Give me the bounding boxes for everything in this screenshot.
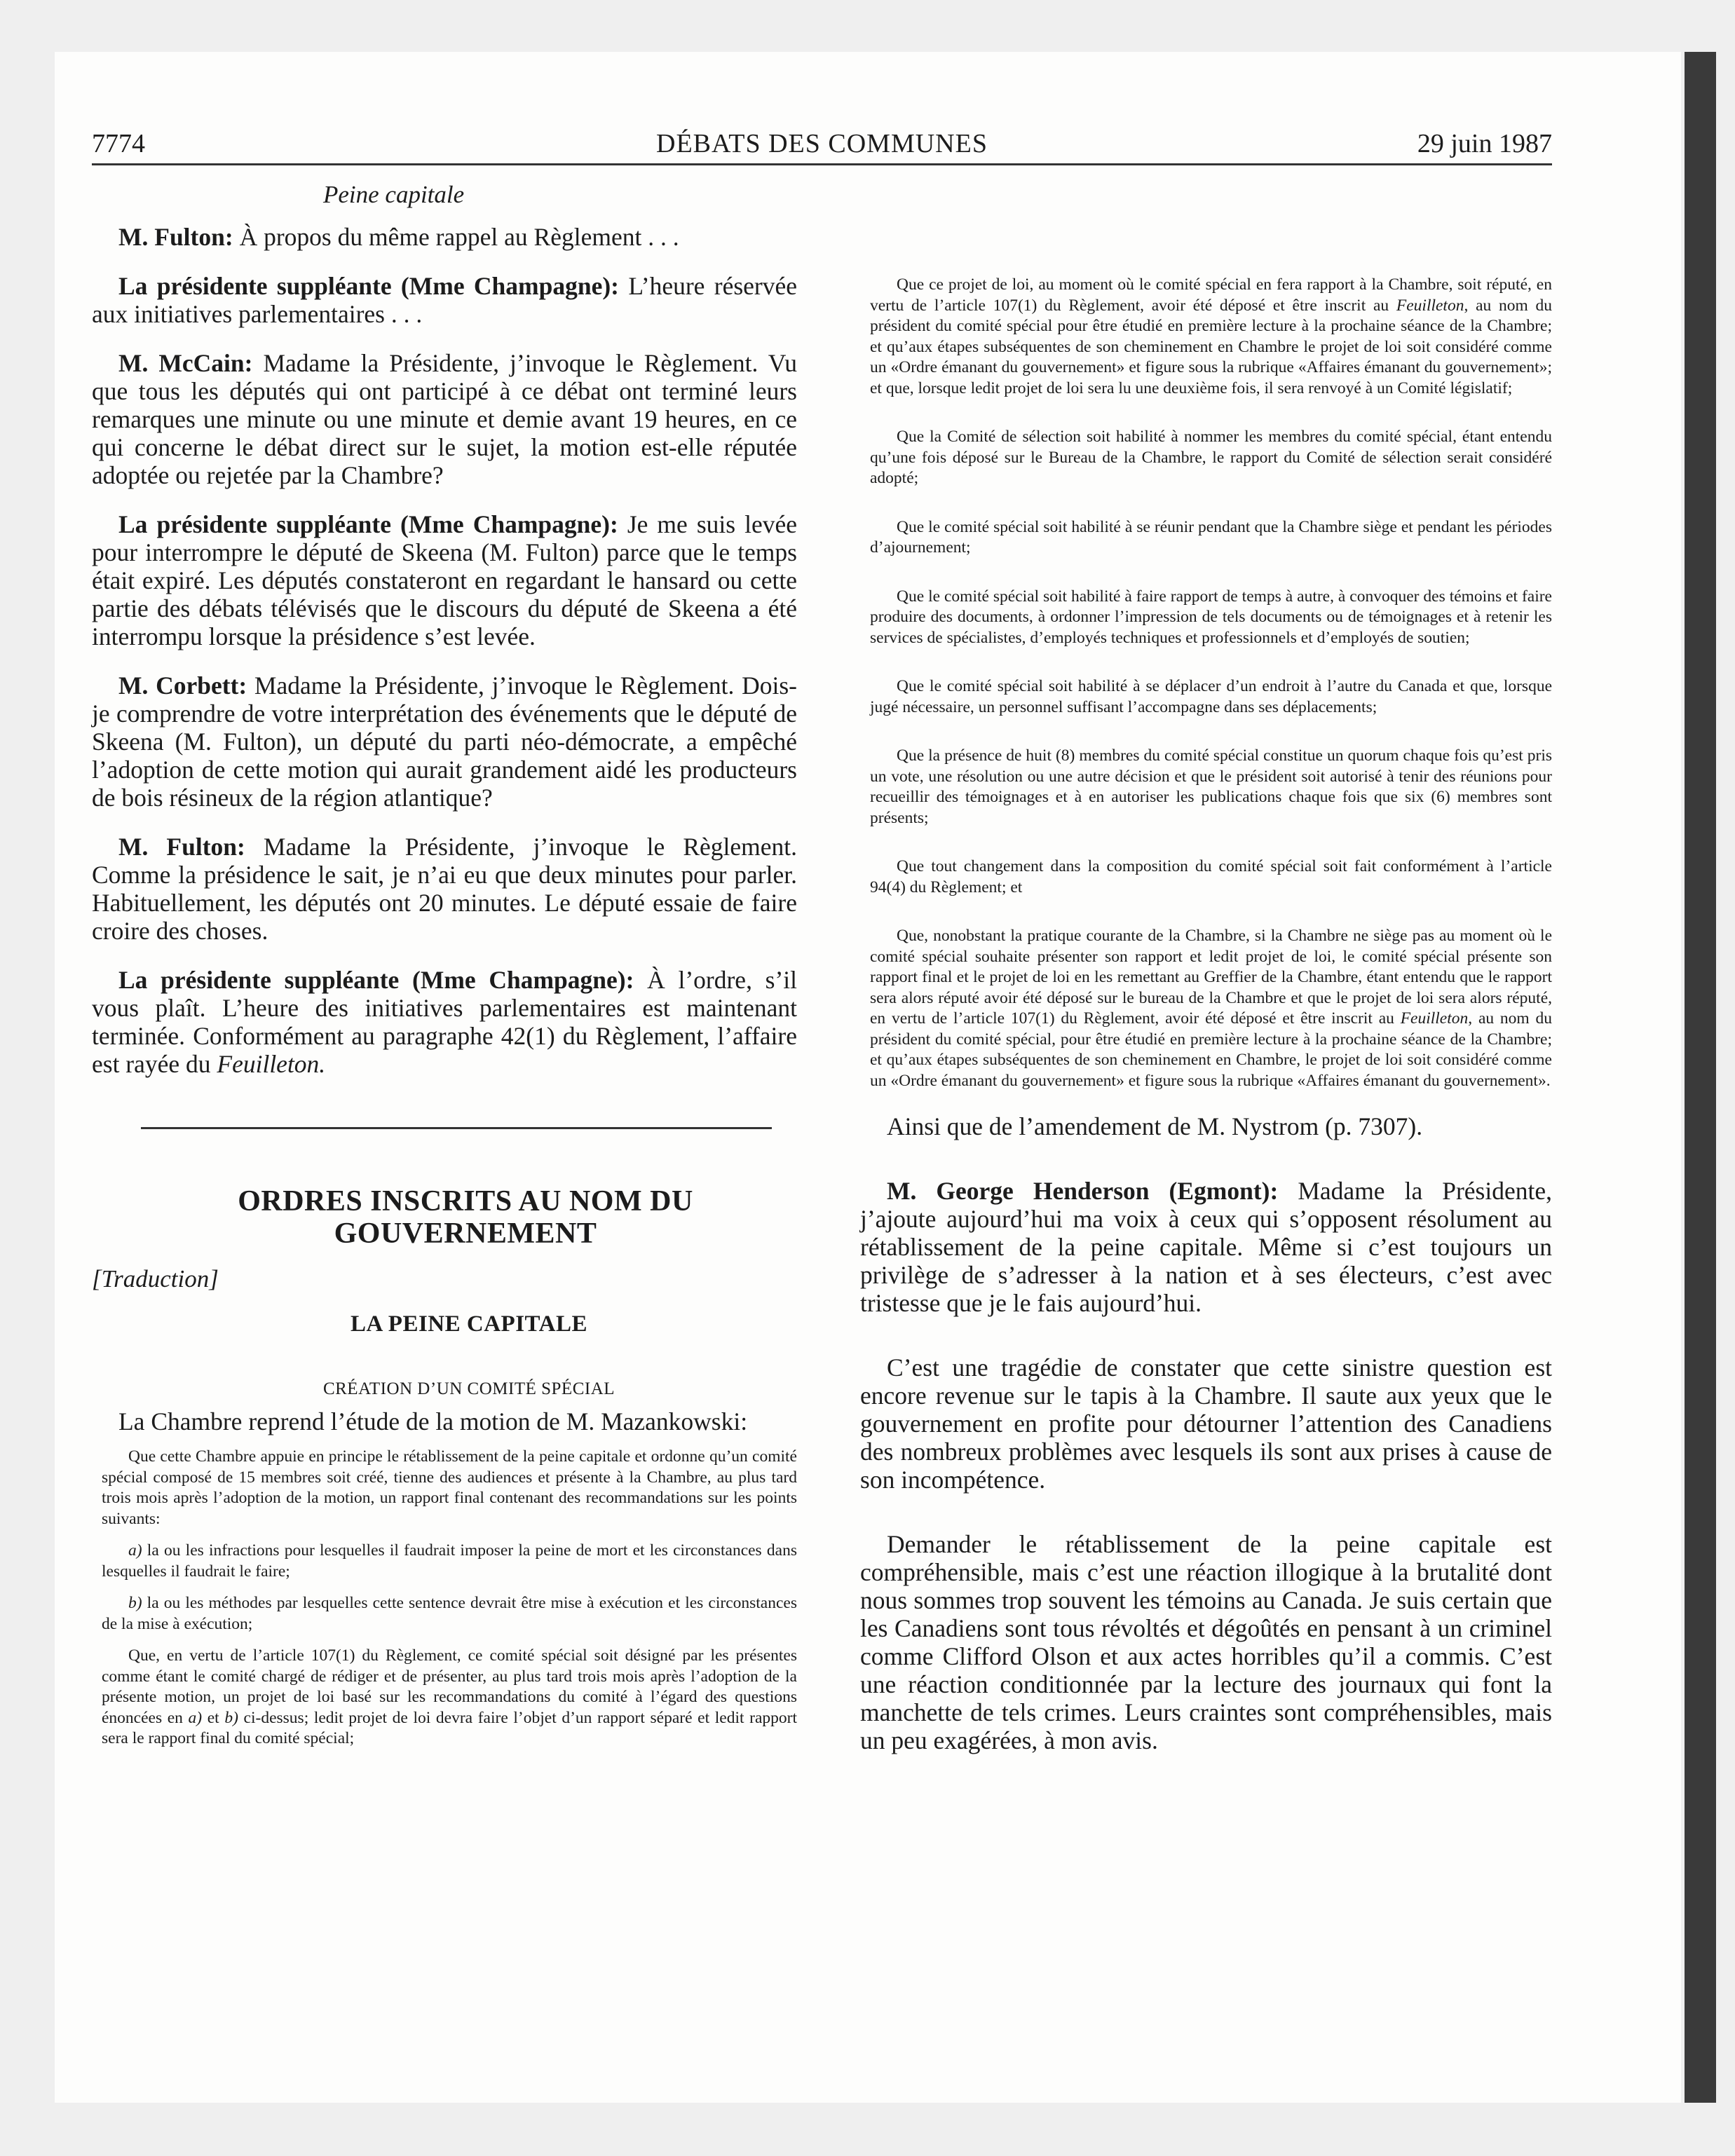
speaker-name: M. George Henderson (Egmont): bbox=[887, 1177, 1279, 1205]
speaker-name: M. Fulton: bbox=[118, 223, 233, 251]
motion-paragraph: b) la ou les méthodes par lesquelles cette sentence devrait être mise à exécution et les circonstances de la mise à exécution; bbox=[102, 1594, 797, 1633]
subsubject-heading: CRÉATION D’UN COMITÉ SPÉCIAL bbox=[322, 1379, 615, 1398]
speech-text: L’heure réservée aux initiatives parlementaires . . . bbox=[92, 272, 798, 328]
motion-intro: La Chambre reprend l’étude de la motion de M. Mazankowski: bbox=[118, 1407, 748, 1435]
motion-paragraph: Que le comité spécial soit habilité à faire rapport de temps à autre, à convoquer des témoins et faire produire des documents, à ordonner l’impression de tels documents ou de témoignages et à retenir les services de spécialistes, d’employés techniques et professionnels et d’employés de soutien; bbox=[870, 587, 1552, 647]
motion-paragraph: a) la ou les infractions pour lesquelles il faudrait imposer la peine de mort et les circonstances dans lesquelles il faudrait le faire; bbox=[102, 1541, 797, 1581]
left-column bbox=[92, 181, 797, 1749]
speech-paragraph bbox=[92, 966, 797, 1078]
speech-paragraph bbox=[92, 833, 797, 945]
speech-text: Madame la Présidente, j’invoque le Règlement. Comme la présidence le sait, je n’ai eu que deux minutes pour parler. Habituellement, les députés ont 20 minutes. Le député essaie de faire croire des choses. bbox=[92, 833, 798, 945]
italic-term: Feuilleton. bbox=[217, 1050, 326, 1078]
header-date: 29 juin 1987 bbox=[1417, 129, 1552, 158]
speech-paragraph bbox=[92, 510, 797, 650]
right-column bbox=[860, 181, 1552, 1754]
speech-paragraph bbox=[92, 671, 797, 812]
motion-paragraph: Que tout changement dans la composition du comité spécial soit fait conformément à l’article 94(4) du Règlement; et bbox=[870, 857, 1552, 896]
item-letter: a) bbox=[128, 1541, 142, 1560]
speech-paragraph bbox=[92, 272, 797, 328]
speech-paragraph: C’est une tragédie de constater que cette sinistre question est encore revenue sur le tapis à la Chambre. Il saute aux yeux que le gouvernement en profite pour détourner l’attention des Canadiens des nombreux problèmes avec lesquels ils sont aux prises à cause de son incompétence. bbox=[860, 1353, 1552, 1494]
speech-paragraph bbox=[92, 349, 797, 489]
speech-text: Je me suis levée pour interrompre le député de Skeena (M. Fulton) parce que le temps était expiré. Les députés constateront en regardant le hansard ou cette partie des débats télévisés que le discours du député de Skeena a été interrompu lorsque la présidence s’est levée. bbox=[92, 510, 797, 650]
motion-paragraph: Que le comité spécial soit habilité à se réunir pendant que la Chambre siège et pendant les périodes d’ajournement; bbox=[870, 517, 1552, 557]
translation-note: [Traduction] bbox=[92, 1265, 219, 1292]
speech-paragraph bbox=[92, 223, 797, 251]
speech-paragraph: Demander le rétablissement de la peine capitale est compréhensible, mais c’est une réaction illogique à la brutalité dont nous sommes trop souvent les témoins au Canada. Je suis certain que les Canadiens sont tous révoltés et dégoûtés en pensant à un criminel comme Clifford Olson et aux actes horribles qu’il a commis. C’est une réaction conditionnée par la lecture des journaux qui font la manchette de tels crimes. Leurs craintes sont compréhensibles, mais un peu exagérées, à mon avis. bbox=[860, 1530, 1552, 1754]
item-letter: b) bbox=[128, 1594, 142, 1612]
page-number: 7774 bbox=[92, 129, 145, 158]
motion-paragraph: Que, nonobstant la pratique courante de la Chambre, si la Chambre ne siège pas au moment où le comité spécial souhaite présenter son rapport et ledit projet de loi, le comité spécial présente son rapport final et le projet de loi en les remettant au Greffier de la Chambre, étant entendu que le rapport sera alors réputé avoir été déposé sur le bureau de la Chambre et que le projet de loi sera alors réputé, en vertu de l’article 107(1) du Règlement, avoir été déposé et être inscrit au Feuilleton, au nom du président du comité spécial, pour être étudié en première lecture à la prochaine séance de la Chambre; et qu’aux étapes subséquentes de son cheminement en Chambre, le projet de loi soit considéré comme un «Ordre émanant du gouvernement» et figure sous la rubrique «Affaires émanant du gouvernement». bbox=[870, 927, 1552, 1090]
speech-text: Madame la Présidente, j’invoque le Règlement. Vu que tous les députés qui ont participé à ce débat ont terminé leurs remarques une minute ou une minute et demie avant 19 heures, en ce qui concerne le débat direct sur le sujet, la motion est-elle réputée adoptée ou rejetée par la Chambre? bbox=[92, 349, 797, 489]
section-divider bbox=[141, 1127, 772, 1129]
section-title: ORDRES INSCRITS AU NOM DU GOUVERNEMENT bbox=[238, 1185, 693, 1250]
subject-heading: LA PEINE CAPITALE bbox=[351, 1311, 587, 1337]
speaker-name: M. Corbett: bbox=[118, 671, 247, 700]
speech-text: Madame la Présidente, j’invoque le Règlement. Dois-je comprendre de votre interprétation des événements que le député de Skeena (M. Fulton), un député du parti néo-démocrate, a empêché l’adoption de cette motion qui aurait grandement aidé les producteurs de bois résineux de la région atlantique? bbox=[92, 671, 798, 812]
motion-paragraph: Que le comité spécial soit habilité à se déplacer d’un endroit à l’autre du Canada et que, lorsque jugé nécessaire, un personnel suffisant l’accompagne dans ses déplacements; bbox=[870, 677, 1552, 716]
topic-heading: Peine capitale bbox=[323, 181, 465, 208]
motion-paragraph: Que la Comité de sélection soit habilité à nommer les membres du comité spécial, étant entendu qu’une fois déposé sur le Bureau de la Chambre, le rapport du Comité de sélection serait considéré adopté; bbox=[870, 428, 1552, 487]
speech-paragraph bbox=[860, 1177, 1552, 1317]
speaker-name: M. McCain: bbox=[118, 349, 253, 377]
speaker-name: La présidente suppléante (Mme Champagne): bbox=[118, 510, 618, 538]
speech-text: À propos du même rappel au Règlement . . . bbox=[233, 223, 679, 251]
motion-paragraph: Que, en vertu de l’article 107(1) du Règlement, ce comité spécial soit désigné par les présentes comme étant le comité chargé de rédiger et de présenter, au plus tard trois mois après l’adoption de la présente motion, un projet de loi basé sur les recommandations du comité à l’égard des questions énoncées en a) et b) ci-dessus; ledit projet de loi devra faire l’objet d’un rapport séparé et ledit rapport sera le rapport final du comité spécial; bbox=[102, 1646, 797, 1747]
motion-paragraph: Que cette Chambre appuie en principe le rétablissement de la peine capitale et ordonne qu’un comité spécial composé de 15 membres soit créé, tienne des audiences et présente à la Chambre, au plus tard trois mois après l’adoption de la motion, un rapport final contenant des recommandations sur les points suivants: bbox=[102, 1447, 797, 1528]
speaker-name: La présidente suppléante (Mme Champagne): bbox=[118, 966, 634, 994]
header-title: DÉBATS DES COMMUNES bbox=[656, 129, 988, 158]
motion-paragraph: Que ce projet de loi, au moment où le comité spécial en fera rapport à la Chambre, soit réputé, en vertu de l’article 107(1) du Règlement, avoir été déposé et être inscrit au Feuilleton, au nom du président du comité spécial pour être étudié en première lecture à la prochaine séance de la Chambre; et qu’aux étapes subséquentes de son cheminement en Chambre le projet de loi soit considéré comme un «Ordre émanant du gouvernement» et figure sous la rubrique «Affaires émanant du gouvernement»; et que, lorsque ledit projet de loi sera lu une deuxième fois, il sera renvoyé à un Comité législatif; bbox=[870, 275, 1552, 397]
motion-paragraph: Que la présence de huit (8) membres du comité spécial constitue un quorum chaque fois qu’est pris un vote, une résolution ou une autre décision et que le président soit autorisé à tenir des réunions pour recueillir des témoignages et à en autoriser les publications chaque fois que six (6) membres sont présents; bbox=[870, 746, 1552, 827]
amendment-line: Ainsi que de l’amendement de M. Nystrom (p. 7307). bbox=[887, 1112, 1423, 1140]
speech-text: Madame la Présidente, j’ajoute aujourd’hui ma voix à ceux qui s’opposent résolument au rétablissement de la peine capitale. Même si c’est toujours un privilège de s’adresser à la nation et à ses électeurs, c’est avec tristesse que je le fais aujourd’hui. bbox=[860, 1177, 1552, 1317]
scan-edge-bar bbox=[1685, 52, 1716, 2103]
running-header bbox=[92, 128, 1552, 165]
speaker-name: M. Fulton: bbox=[118, 833, 245, 861]
speaker-name: La présidente suppléante (Mme Champagne): bbox=[118, 272, 620, 300]
speech-text: À l’ordre, s’il vous plaît. L’heure des initiatives parlementaires est maintenant terminée. Conformément au paragraphe 42(1) du Règlement, l’affaire est rayée du bbox=[92, 966, 797, 1078]
